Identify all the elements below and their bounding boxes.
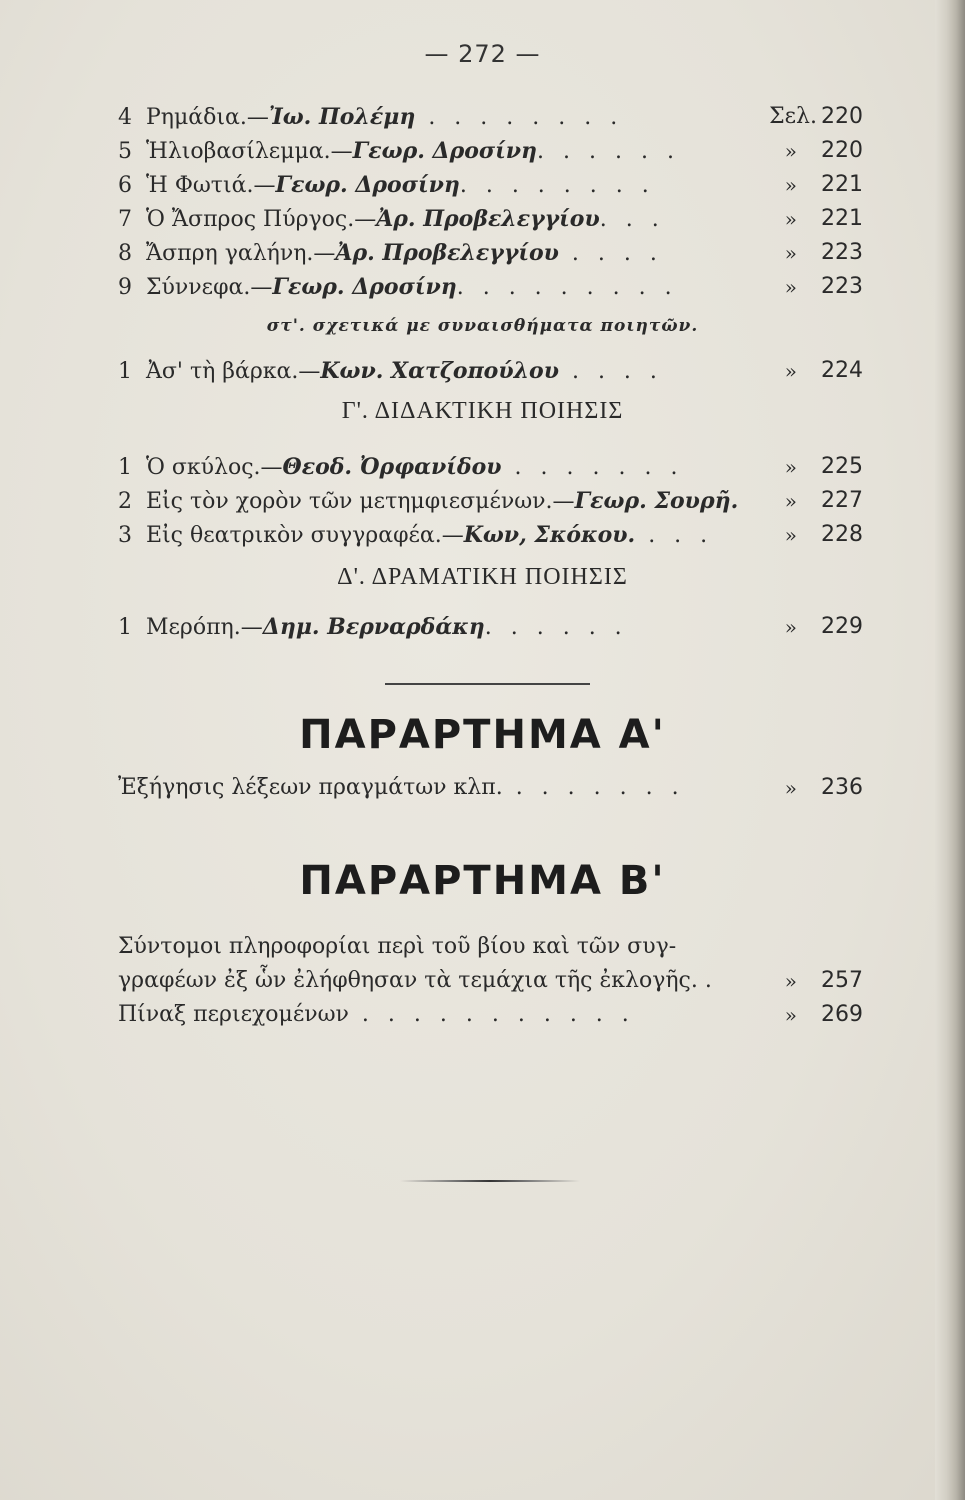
toc-entry	[118, 998, 863, 1032]
toc-entry	[118, 964, 863, 998]
entry-title: Ρημάδια.—	[146, 105, 269, 130]
entry-title: Ἀσ' τὴ βάρκα.—	[146, 359, 321, 384]
entry-author: Γεωρ. Δροσίνη	[352, 138, 538, 164]
toc-entry	[118, 270, 863, 304]
leader-dots: . . .	[599, 207, 665, 232]
entry-author: Θεοδ. Ὀρφανίδου	[282, 454, 502, 480]
entry-title: Ὁ Ἄσπρος Πύργος.—	[146, 207, 377, 232]
leader-dots: . . . . . . . . . . .	[348, 1002, 635, 1027]
end-ornament	[400, 1180, 580, 1182]
toc-entry	[118, 484, 863, 518]
entry-number: 1	[118, 359, 132, 384]
entry-number: 3	[118, 523, 132, 548]
entry-author: Ἀρ. Προβελεγγίου	[376, 206, 600, 232]
entry-title: Μερόπη.—	[146, 615, 263, 640]
entry-title: Σύννεφα.—	[146, 275, 273, 300]
leader-dots: . . . .	[558, 359, 663, 384]
entry-page: 269	[821, 1002, 863, 1027]
toc-entry	[118, 134, 863, 168]
entry-title: Εἰς τὸν χορὸν τῶν μετημφιεσμένων.—	[146, 489, 575, 514]
entry-number: 2	[118, 489, 132, 514]
toc-entry	[118, 771, 863, 805]
entry-page: 221	[821, 172, 863, 197]
entry-number: 5	[118, 139, 132, 164]
entry-title: Ὁ σκύλος.—	[146, 455, 283, 480]
ditto-mark: »	[784, 139, 797, 163]
entry-title: Ἡ Φωτιά.—	[146, 173, 276, 198]
entry-number: 9	[118, 275, 132, 300]
ditto-mark: »	[784, 615, 797, 639]
page-number: — 272 —	[424, 40, 541, 68]
entry-page: 236	[821, 775, 863, 800]
subsection-heading: στ'. σχετικά με συναισθήματα ποιητῶν.	[266, 316, 699, 336]
section-heading-didactic: Γ'. ΔΙΔΑΚΤΙΚΗ ΠΟΙΗΣΙΣ	[341, 398, 624, 424]
entry-author: Γεωρ. Δροσίνη	[275, 172, 460, 198]
entry-author: Γεωρ. Δροσίνη	[272, 274, 457, 300]
entry-page: 220	[821, 138, 863, 163]
ditto-mark: »	[784, 776, 797, 800]
entry-title: Σύντομοι πληροφορίαι περὶ τοῦ βίου καὶ τῶν συγ-	[118, 934, 677, 959]
ditto-mark: »	[784, 275, 797, 299]
entry-page: 228	[821, 522, 863, 547]
ditto-mark: »	[784, 1003, 797, 1027]
entry-author: Κων. Χατζοπούλου	[320, 358, 559, 384]
toc-entry	[118, 518, 863, 552]
leader-dots: . . . . . . . .	[415, 105, 624, 130]
toc-entry	[118, 610, 863, 644]
toc-entry	[118, 354, 863, 388]
leader-dots: . . .	[635, 523, 714, 548]
ditto-mark: »	[784, 241, 797, 265]
ditto-mark: »	[784, 173, 797, 197]
toc-entry-line	[118, 930, 863, 964]
leader-dots: . . . . . . .	[501, 455, 684, 480]
entry-number: 6	[118, 173, 132, 198]
entry-author: Ἰω. Πολέμη	[268, 104, 416, 130]
entry-author: Δημ. Βερναρδάκη	[262, 614, 485, 640]
toc-entry	[118, 168, 863, 202]
entry-title: Ἄσπρη γαλήνη.—	[146, 241, 336, 266]
entry-page: 225	[821, 454, 863, 479]
ditto-mark: »	[784, 489, 797, 513]
entry-page: 220	[821, 104, 863, 129]
entry-title-continued: γραφέων ἐξ ὧν ἐλήφθησαν τὰ τεμάχια τῆς ἐκλογῆς. .	[118, 968, 712, 993]
entry-page: 227	[821, 488, 863, 513]
entry-page: 223	[821, 240, 863, 265]
entry-author: Γεωρ. Σουρῆ.	[574, 488, 739, 514]
entry-page: 257	[821, 968, 863, 993]
entry-page: 223	[821, 274, 863, 299]
divider-rule	[385, 683, 590, 685]
entry-page: 229	[821, 614, 863, 639]
ditto-mark: »	[784, 359, 797, 383]
entry-number: 1	[118, 455, 132, 480]
entry-title: Πίναξ περιεχομένων	[118, 1002, 349, 1027]
toc-entry	[118, 100, 863, 134]
leader-dots: . . . .	[558, 241, 663, 266]
entry-page: 221	[821, 206, 863, 231]
entry-number: 8	[118, 241, 132, 266]
appendix-b-title: ΠΑΡΑΡΤΗΜΑ Β'	[299, 858, 666, 904]
toc-entry	[118, 450, 863, 484]
entry-number: 1	[118, 615, 132, 640]
entry-number: 4	[118, 105, 132, 130]
leader-dots: . . . . . . . .	[459, 173, 655, 198]
leader-dots: . . . . . . . . .	[456, 275, 678, 300]
leader-dots: . . . . . .	[537, 139, 680, 164]
entry-title: Ἐξήγησις λέξεων πραγμάτων κλπ.	[118, 775, 503, 800]
ditto-mark: »	[784, 523, 797, 547]
ditto-mark: »	[784, 207, 797, 231]
section-heading-dramatic: Δ'. ΔΡΑΜΑΤΙΚΗ ΠΟΙΗΣΙΣ	[337, 564, 628, 590]
leader-dots: . . . . . .	[484, 615, 628, 640]
ditto-mark: »	[784, 455, 797, 479]
entry-title: Ἡλιοβασίλεμμα.—	[146, 139, 353, 164]
entry-author: Ἀρ. Προβελεγγίου	[335, 240, 559, 266]
page-mark: Σελ.	[769, 104, 817, 129]
toc-entry	[118, 236, 863, 270]
entry-title: Εἰς θεατρικὸν συγγραφέα.—	[146, 523, 464, 548]
leader-dots: . . . . . . .	[502, 775, 685, 800]
entry-author: Κων, Σκόκου.	[463, 522, 636, 548]
ditto-mark: »	[784, 969, 797, 993]
entry-page: 224	[821, 358, 863, 383]
entry-number: 7	[118, 207, 132, 232]
appendix-a-title: ΠΑΡΑΡΤΗΜΑ Α'	[299, 712, 666, 758]
toc-entry	[118, 202, 863, 236]
